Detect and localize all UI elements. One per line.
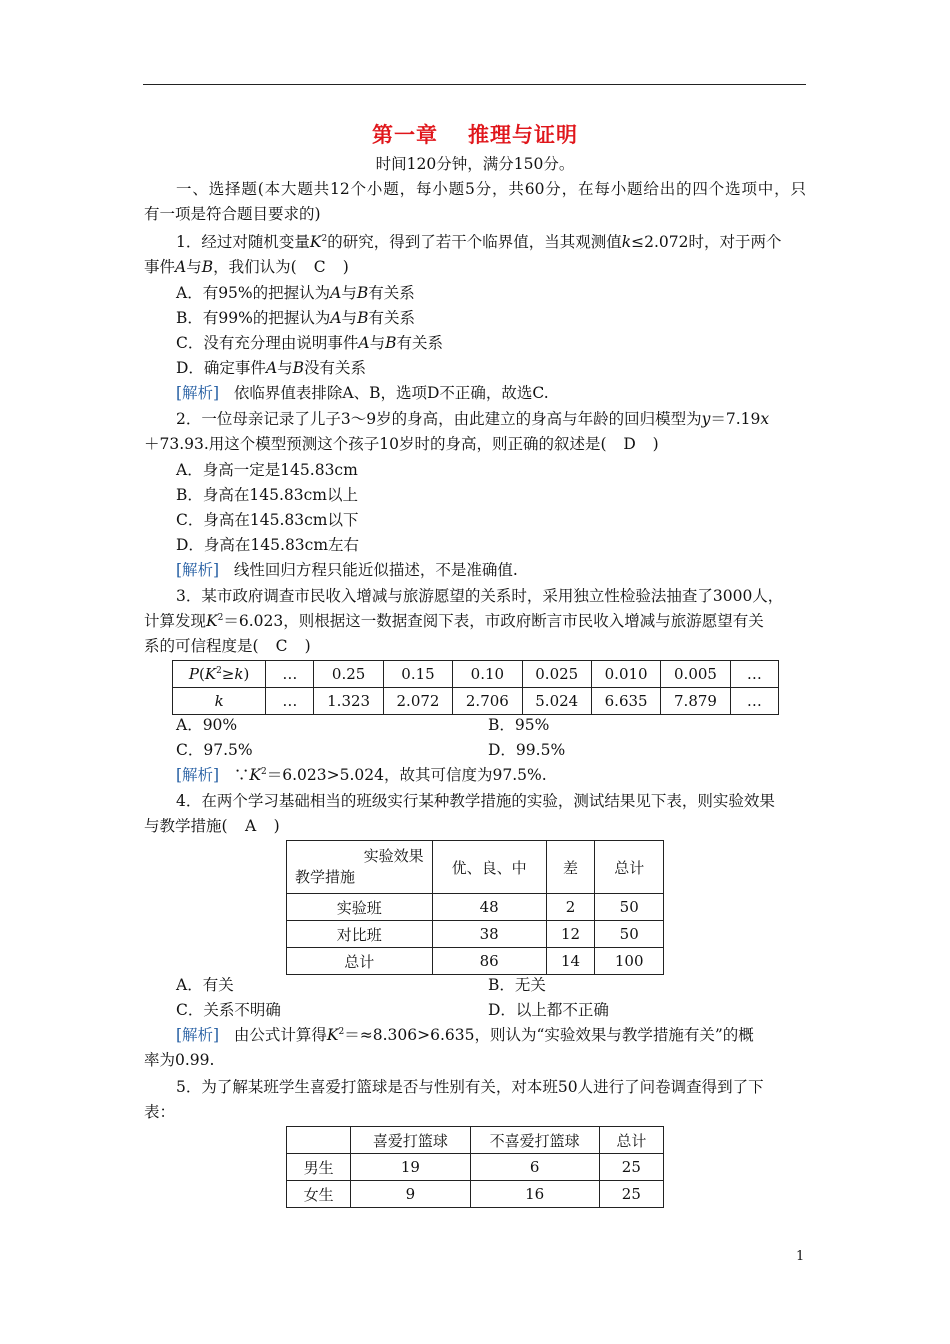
question-5-line1: 5．为了解某班学生喜爱打篮球是否与性别有关，对本班50人进行了问卷调查得到了下 xyxy=(176,1078,764,1096)
table-row-label: 女生 xyxy=(287,1181,351,1208)
table-cell: 0.005 xyxy=(661,661,730,688)
table-cell: 2.072 xyxy=(383,688,452,715)
chapter-name: 推理与证明 xyxy=(468,123,578,147)
option-2c: C．身高在145.83cm以下 xyxy=(176,511,359,529)
table-row xyxy=(287,1154,664,1181)
page-number: 1 xyxy=(796,1249,805,1264)
table-row xyxy=(287,1181,664,1208)
table-cell: 50 xyxy=(595,894,664,921)
question-2-line1: 2．一位母亲记录了儿子3～9岁的身高，由此建立的身高与年龄的回归模型为y＝7.19x xyxy=(176,410,770,428)
option-1c: C．没有充分理由说明事件A与B有关系 xyxy=(176,334,443,352)
header-rule xyxy=(143,84,806,85)
question-2-line2: ＋73.93.用这个模型预测这个孩子10岁时的身高，则正确的叙述是( D ) xyxy=(144,435,659,453)
table-header-cell: 总计 xyxy=(599,1127,663,1154)
option-2b: B．身高在145.83cm以上 xyxy=(176,486,359,504)
table-row xyxy=(287,841,664,894)
question-4-line2: 与教学措施( A ) xyxy=(144,817,280,835)
table-cell: 14 xyxy=(546,948,595,975)
time-score-note: 时间120分钟，满分150分。 xyxy=(375,155,575,173)
table-row-label: 实验班 xyxy=(287,894,433,921)
table-cell: … xyxy=(730,661,778,688)
table-cell: … xyxy=(730,688,778,715)
table-cell: 100 xyxy=(595,948,664,975)
critical-value-table xyxy=(172,660,779,715)
table-cell: 1.323 xyxy=(314,688,383,715)
option-1a: A．有95%的把握认为A与B有关系 xyxy=(176,284,415,302)
table-cell: 6 xyxy=(470,1154,599,1181)
table-row xyxy=(287,894,664,921)
option-3c: C．97.5% xyxy=(176,741,253,759)
table-cell: 0.15 xyxy=(383,661,452,688)
table-cell: 25 xyxy=(599,1181,663,1208)
question-1-line2: 事件A与B，我们认为( C ) xyxy=(144,258,349,276)
option-2d: D．身高在145.83cm左右 xyxy=(176,536,360,554)
question-5-line2: 表： xyxy=(144,1103,176,1121)
table-row xyxy=(287,921,664,948)
table-cell: 16 xyxy=(470,1181,599,1208)
section-heading-cont: 有一项是符合题目要求的) xyxy=(144,205,321,223)
table-cell: 48 xyxy=(432,894,546,921)
question-3-line3: 系的可信程度是( C ) xyxy=(144,637,311,655)
answer-3: C xyxy=(275,637,288,655)
option-1d: D．确定事件A与B没有关系 xyxy=(176,359,367,377)
table-header-cell xyxy=(287,1127,351,1154)
table-cell: … xyxy=(266,688,314,715)
table-header-cell: 喜爱打篮球 xyxy=(351,1127,470,1154)
table-cell: 9 xyxy=(351,1181,470,1208)
table-header-cell: $P(K^2\ge k)$ xyxy=(173,661,266,688)
table-row xyxy=(287,1127,664,1154)
experiment-table xyxy=(286,840,664,975)
analysis-4: [解析] 由公式计算得$K^2=\approx 8.306>6.635$，则认为“实验效果与教学措施有关”的概 xyxy=(176,1026,754,1044)
table-cell: 2.706 xyxy=(453,688,522,715)
table-cell: 5.024 xyxy=(522,688,591,715)
option-3d: D．99.5% xyxy=(488,741,566,759)
table-cell: 0.10 xyxy=(453,661,522,688)
table-diagonal-header: 实验效果 教学措施 xyxy=(287,841,433,894)
answer-4: A xyxy=(244,817,257,835)
table-cell: 2 xyxy=(546,894,595,921)
basketball-table xyxy=(286,1126,664,1208)
table-row-label: 对比班 xyxy=(287,921,433,948)
table-cell: 50 xyxy=(595,921,664,948)
option-2a: A．身高一定是145.83cm xyxy=(176,461,358,479)
table-cell: 0.010 xyxy=(591,661,660,688)
chapter-title xyxy=(0,119,950,149)
table-cell: 12 xyxy=(546,921,595,948)
table-cell: 86 xyxy=(432,948,546,975)
table-cell: 0.25 xyxy=(314,661,383,688)
analysis-4-cont: 率为0.99. xyxy=(144,1051,215,1069)
answer-1: C xyxy=(313,258,326,276)
option-4b: B．无关 xyxy=(488,976,546,994)
option-4c: C．关系不明确 xyxy=(176,1001,281,1019)
table-cell: … xyxy=(266,661,314,688)
chapter-number: 第一章 xyxy=(372,123,438,147)
table-row-label: 总计 xyxy=(287,948,433,975)
analysis-2: [解析] 线性回归方程只能近似描述，不是准确值. xyxy=(176,561,518,579)
table-cell: 19 xyxy=(351,1154,470,1181)
table-cell: 6.635 xyxy=(591,688,660,715)
question-4-line1: 4．在两个学习基础相当的班级实行某种教学措施的实验，测试结果见下表，则实验效果 xyxy=(176,792,775,810)
table-header-cell: 总计 xyxy=(595,841,664,894)
option-4a: A．有关 xyxy=(176,976,234,994)
table-header-cell: k xyxy=(173,688,266,715)
option-4d: D．以上都不正确 xyxy=(488,1001,609,1019)
analysis-1: [解析] 依临界值表排除A、B，选项D不正确，故选C. xyxy=(176,384,549,402)
answer-2: D xyxy=(623,435,636,453)
table-header-cell: 差 xyxy=(546,841,595,894)
option-1b: B．有99%的把握认为A与B有关系 xyxy=(176,309,415,327)
question-3-line2: 计算发现$K^2=6.023$，则根据这一数据查阅下表，市政府断言市民收入增减与旅游愿望有关 xyxy=(144,612,764,630)
table-header-cell: 优、良、中 xyxy=(432,841,546,894)
table-cell: 7.879 xyxy=(661,688,730,715)
table-row xyxy=(173,688,779,715)
table-cell: 0.025 xyxy=(522,661,591,688)
table-cell: 25 xyxy=(599,1154,663,1181)
table-row xyxy=(173,661,779,688)
question-3-line1: 3．某市政府调查市民收入增减与旅游愿望的关系时，采用独立性检验法抽查了3000人， xyxy=(176,587,784,605)
table-row xyxy=(287,948,664,975)
option-3b: B．95% xyxy=(488,716,550,734)
option-3a: A．90% xyxy=(176,716,238,734)
table-cell: 38 xyxy=(432,921,546,948)
table-row-label: 男生 xyxy=(287,1154,351,1181)
table-header-cell: 不喜爱打篮球 xyxy=(470,1127,599,1154)
analysis-3: [解析] $\because K^2=6.023>5.024$，故其可信度为97.5%. xyxy=(176,766,547,784)
section-heading: 一、选择题(本大题共12个小题，每小题5分，共60分，在每小题给出的四个选项中，只 xyxy=(176,180,806,198)
question-1-line1: 1．经过对随机变量$K^2$的研究，得到了若干个临界值，当其观测值k≤2.072时，对于两个 xyxy=(176,233,782,251)
